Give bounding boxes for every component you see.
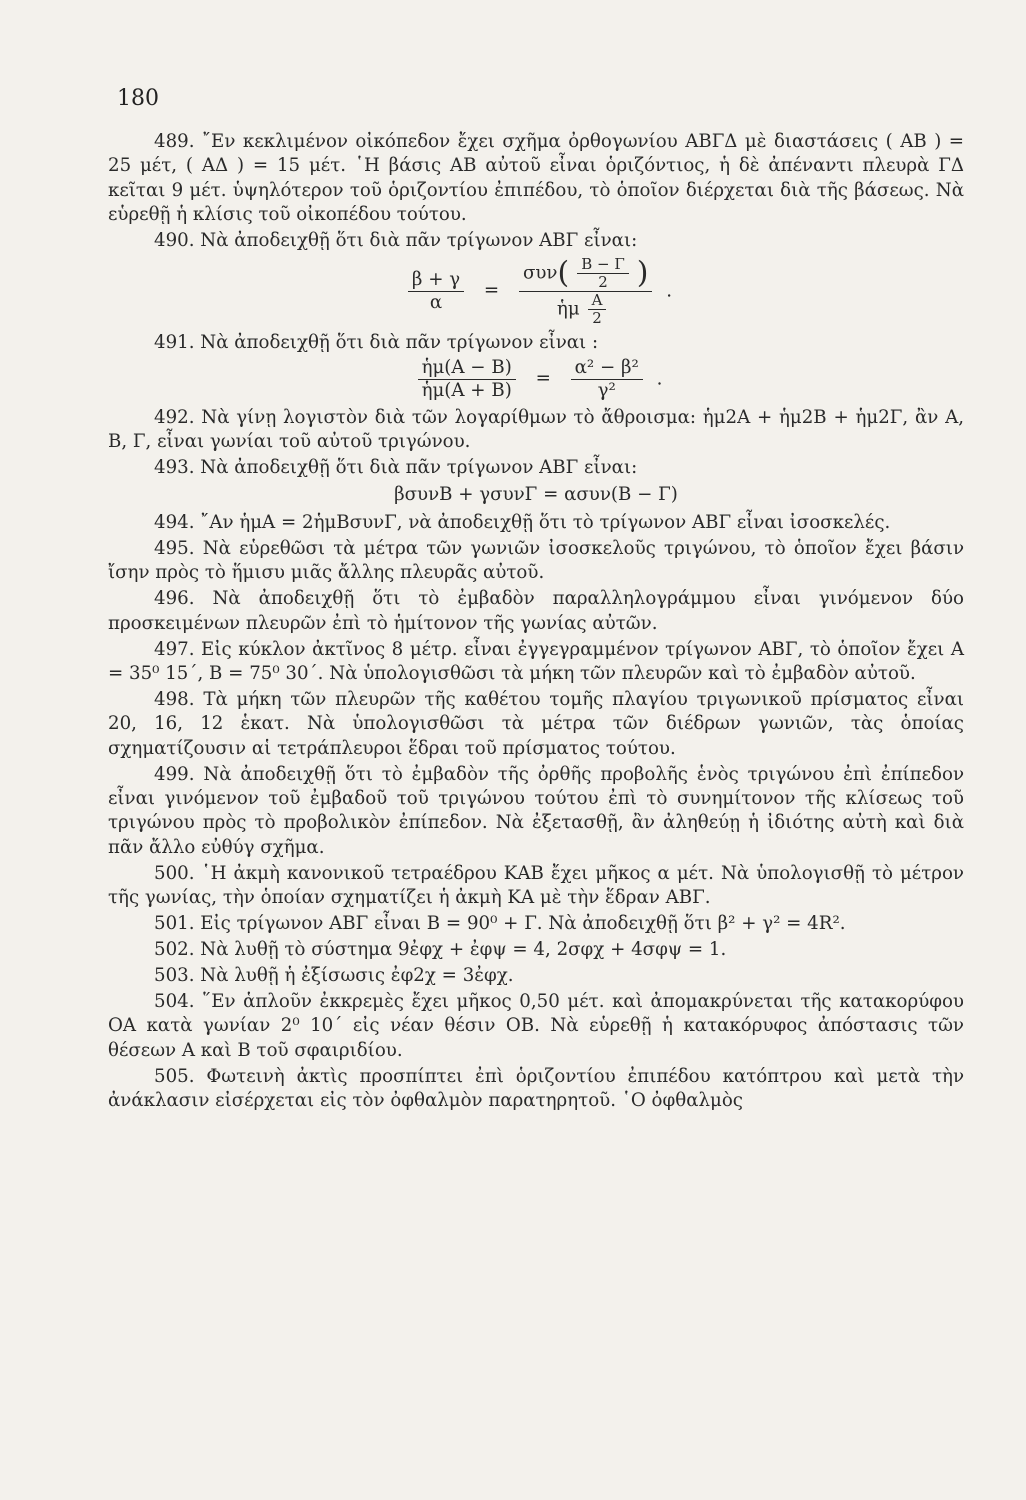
formula-491-lhs [418, 357, 516, 402]
page-body [108, 130, 964, 1115]
problem-496: 496. Νὰ ἀποδειχθῇ ὅτι τὸ ἐμβαδὸν παραλληλογράμμου εἶναι γινόμενον δύο προσκειμένων πλευρῶν ἐπὶ τὸ ἡμίτονον τῆς γωνίας αὐτῶν. [108, 588, 964, 634]
formula-491 [108, 357, 964, 402]
problem-491: 491. Νὰ ἀποδειχθῇ ὅτι διὰ πᾶν τρίγωνον εἶναι : [154, 331, 599, 353]
fraction-numerator: Α [588, 292, 607, 310]
half-angle-fraction [577, 256, 629, 291]
problem-505: 505. Φωτεινὴ ἀκτὶς προσπίπτει ἐπὶ ὁριζοντίου ἐπιπέδου κατόπτρου καὶ μετὰ τὴν ἀνάκλασιν εἰσέρχεται εἰς τὸν ὀφθαλμὸν παρατηρητοῦ. ῾Ο ὀφθαλμὸς [108, 1065, 964, 1111]
fraction-denominator: ἡμ(Α + Β) [421, 379, 512, 401]
formula-490-rhs [519, 256, 653, 327]
problem-492: 492. Νὰ γίνῃ λογιστὸν διὰ τῶν λογαρίθμων τὸ ἄθροισμα: ἡμ2Α + ἡμ2Β + ἡμ2Γ, ἂν Α, Β, Γ, εἶναι γωνίαι τοῦ αὐτοῦ τριγώνου. [108, 406, 964, 453]
problem-498: 498. Τὰ μήκη τῶν πλευρῶν τῆς καθέτου τομῆς πλαγίου τριγωνικοῦ πρίσματος εἶναι 20, 16, 12 ἑκατ. Νὰ ὑπολογισθῶσι τὰ μέτρα τῶν διέδρων γωνιῶν, τὰς ὁποίας σχηματίζουσιν αἱ τετράπλευροι ἕδραι τοῦ πρίσματος τούτου. [108, 688, 964, 759]
sin-label: ἡμ [556, 298, 580, 320]
problem-504: 504. ῞Εν ἁπλοῦν ἐκκρεμὲς ἔχει μῆκος 0,50 μέτ. καὶ ἀπομακρύνεται τῆς κατακορύφου ΟΑ κατὰ γωνίαν 2⁰ 10΄ εἰς νέαν θέσιν ΟΒ. Νὰ εὑρεθῇ ἡ κατακόρυφος ἀπόστασις τῶν θέσεων Α καὶ Β τοῦ σφαιριδίου. [108, 990, 964, 1061]
formula-end: . [666, 280, 673, 302]
equals-sign: = [483, 280, 500, 302]
problem-500: 500. ῾Η ἀκμὴ κανονικοῦ τετραέδρου ΚΑΒ ἔχει μῆκος α μέτ. Νὰ ὑπολογισθῇ τὸ μέτρον τῆς γωνίας, τὴν ὁποίαν σχηματίζει ἡ ἀκμὴ ΚΑ μὲ τὴν ἕδραν ΑΒΓ. [108, 862, 964, 909]
problem-499: 499. Νὰ ἀποδειχθῇ ὅτι τὸ ἐμβαδὸν τῆς ὀρθῆς προβολῆς ἑνὸς τριγώνου ἐπὶ ἐπίπεδον εἶναι γινόμενον τοῦ ἐμβαδοῦ τοῦ τριγώνου τούτου ἐπὶ τὸ συνημίτονον τῆς κλίσεως τοῦ τριγώνου πρὸς τὸ προβολικὸν ἐπίπεδον. Νὰ ἐξετασθῇ, ἂν ἀληθεύῃ ἡ ἰδιότης αὐτὴ καὶ διὰ πᾶν ἄλλο εὐθύγ σχῆμα. [108, 763, 964, 858]
fraction-denominator: 2 [592, 308, 602, 327]
fraction-numerator: α² − β² [571, 357, 643, 380]
page-number: 180 [117, 86, 159, 111]
fraction-numerator: ἡμ(Α − Β) [418, 357, 516, 380]
fraction-numerator: Β − Γ [577, 256, 629, 274]
cos-label: συν [522, 262, 558, 284]
fraction-denominator: α [429, 291, 443, 313]
problem-495: 495. Νὰ εὑρεθῶσι τὰ μέτρα τῶν γωνιῶν ἰσοσκελοῦς τριγώνου, τὸ ὁποῖον ἔχει βάσιν ἴσην πρὸς τὸ ἥμισυ μιᾶς ἄλλης πλευρᾶς αὐτοῦ. [108, 537, 964, 584]
half-angle-fraction [588, 292, 607, 327]
fraction-denominator [553, 292, 619, 327]
formula-491-rhs [571, 357, 643, 402]
formula-490-lhs [408, 269, 464, 314]
problem-489: 489. ῎Εν κεκλιμένον οἰκόπεδον ἔχει σχῆμα ὀρθογωνίου ΑΒΓΔ μὲ διαστάσεις ( ΑΒ ) = 25 μέτ, ( ΑΔ ) = 15 μέτ. ῾Η βάσις ΑΒ αὐτοῦ εἶναι ὁριζόντιος, ἡ δὲ ἀπέναντι πλευρὰ ΓΔ κεῖται 9 μέτ. ὑψηλότερον τοῦ ὁριζοντίου ἐπιπέδου, τὸ ὁποῖον διέρχεται διὰ τῆς βάσεως. Νὰ εὑρεθῇ ἡ κλίσις τοῦ οἰκοπέδου τούτου. [108, 131, 964, 226]
formula-end: . [656, 368, 663, 390]
formula-493: βσυνΒ + γσυνΓ = ασυν(Β − Γ) [394, 483, 678, 505]
fraction-denominator: 2 [598, 272, 608, 291]
problem-501: 501. Εἰς τρίγωνον ΑΒΓ εἶναι Β = 90⁰ + Γ. Νὰ ἀποδειχθῇ ὅτι β² + γ² = 4R². [154, 913, 846, 935]
fraction-numerator: β + γ [408, 269, 464, 292]
fraction-denominator: γ² [597, 379, 616, 401]
problem-494: 494. ῎Αν ἡμΑ = 2ἡμΒσυνΓ, νὰ ἀποδειχθῇ ὅτι τὸ τρίγωνον ΑΒΓ εἶναι ἰσοσκελές. [154, 512, 891, 534]
problem-502: 502. Νὰ λυθῇ τὸ σύστημα 9ἐφχ + ἐφψ = 4, 2σφχ + 4σφψ = 1. [154, 938, 727, 960]
problem-503: 503. Νὰ λυθῇ ἡ ἐξίσωσις ἐφ2χ = 3ἐφχ. [154, 964, 514, 986]
fraction-numerator: συν( $\frac{B - \Gamma}{2}$ ) [519, 256, 653, 292]
equals-sign: = [535, 368, 551, 390]
problem-493: 493. Νὰ ἀποδειχθῇ ὅτι διὰ πᾶν τρίγωνον ΑΒΓ εἶναι: [154, 457, 638, 479]
problem-490: 490. Νὰ ἀποδειχθῇ ὅτι διὰ πᾶν τρίγωνον ΑΒΓ εἶναι: [154, 230, 638, 252]
problem-497: 497. Εἰς κύκλον ἀκτῖνος 8 μέτρ. εἶναι ἐγγεγραμμένον τρίγωνον ΑΒΓ, τὸ ὁποῖον ἔχει Α = 35⁰ 15΄, Β = 75⁰ 30΄. Νὰ ὑπολογισθῶσι τὰ μήκη τῶν πλευρῶν καὶ τὸ ἐμβαδὸν αὐτοῦ. [108, 638, 964, 684]
formula-490 [108, 256, 964, 327]
